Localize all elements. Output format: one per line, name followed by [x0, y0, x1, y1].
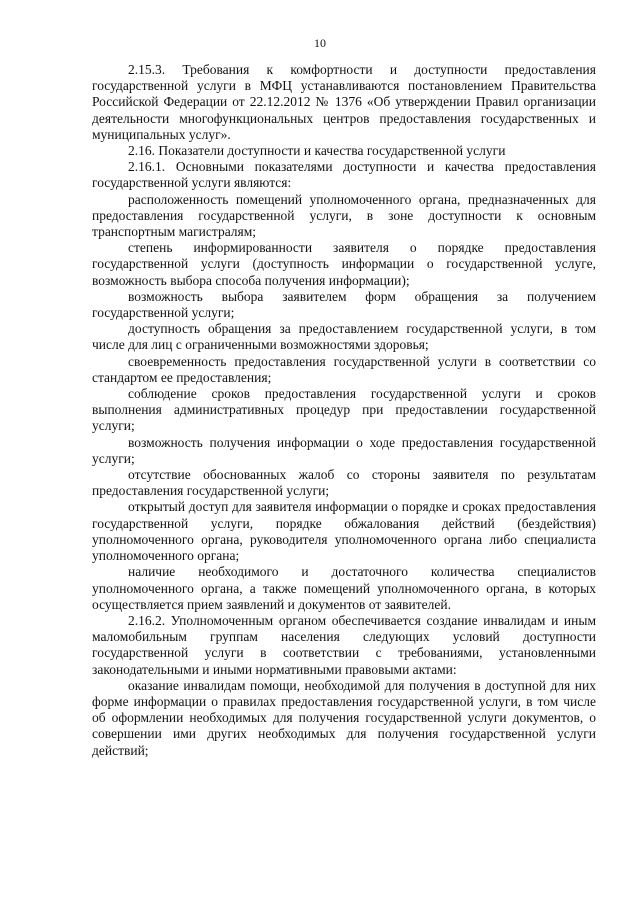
list-item: наличие необходимого и достаточного количества специалистов уполномоченного органа, а также помещений уполномоченного органа, в которых осуществляется прием заявлений и документов от заявителей.	[92, 564, 596, 612]
list-item: возможность получения информации о ходе предоставления государственной услуги;	[92, 434, 596, 466]
heading-2-16: 2.16. Показатели доступности и качества государственной услуги	[128, 143, 506, 159]
paragraph-2-16-2: 2.16.2. Уполномоченным органом обеспечивается создание инвалидам и иным маломобильным группам населения следующих условий доступности государственной услуги в соответствии с требованиями, установленными законодательными и иными нормативными правовыми актами:	[92, 612, 596, 677]
list-item: оказание инвалидам помощи, необходимой для получения в доступной для них форме информации о правилах предоставления государственной услуги, в том числе об оформлении необходимых для получения государственной услуги документов, о совершении ими других необходимых для получения государственной услуги действий;	[92, 677, 596, 758]
list-item: открытый доступ для заявителя информации о порядке и сроках предоставления государственной услуги, порядке обжалования действий (бездействия) уполномоченного органа, руководителя уполномоченного органа либо специалиста уполномоченного органа;	[92, 499, 596, 564]
paragraph-2-15-3: 2.15.3. Требования к комфортности и доступности предоставления государственной услуги в МФЦ устанавливаются постановлением Правительства Российской Федерации от 22.12.2012 № 1376 «Об утверждении Правил организации деятельности многофункциональных центров предоставления государственных и муниципальных услуг».	[92, 62, 596, 142]
list-item: степень информированности заявителя о порядке предоставления государственной услуги (доступность информации о государственной услуге, возможность выбора способа получения информации);	[92, 240, 596, 288]
list-item: расположенность помещений уполномоченного органа, предназначенных для предоставления государственной услуги, в зоне доступности к основным транспортным магистралям;	[92, 191, 596, 240]
paragraph-2-16-1: 2.16.1. Основными показателями доступности и качества предоставления государственной услуги являются:	[92, 159, 596, 191]
list-item: возможность выбора заявителем форм обращения за получением государственной услуги;	[92, 288, 596, 321]
page-number: 10	[314, 36, 326, 50]
list-item: своевременность предоставления государственной услуги в соответствии со стандартом ее предоставления;	[92, 353, 596, 385]
list-item: доступность обращения за предоставлением государственной услуги, в том числе для лиц с ограниченными возможностями здоровья;	[92, 321, 596, 353]
list-item: соблюдение сроков предоставления государственной услуги и сроков выполнения административных процедур при предоставлении государственной услуги;	[92, 386, 596, 434]
document-body	[92, 62, 596, 759]
list-item: отсутствие обоснованных жалоб со стороны заявителя по результатам предоставления государственной услуги;	[92, 467, 596, 499]
